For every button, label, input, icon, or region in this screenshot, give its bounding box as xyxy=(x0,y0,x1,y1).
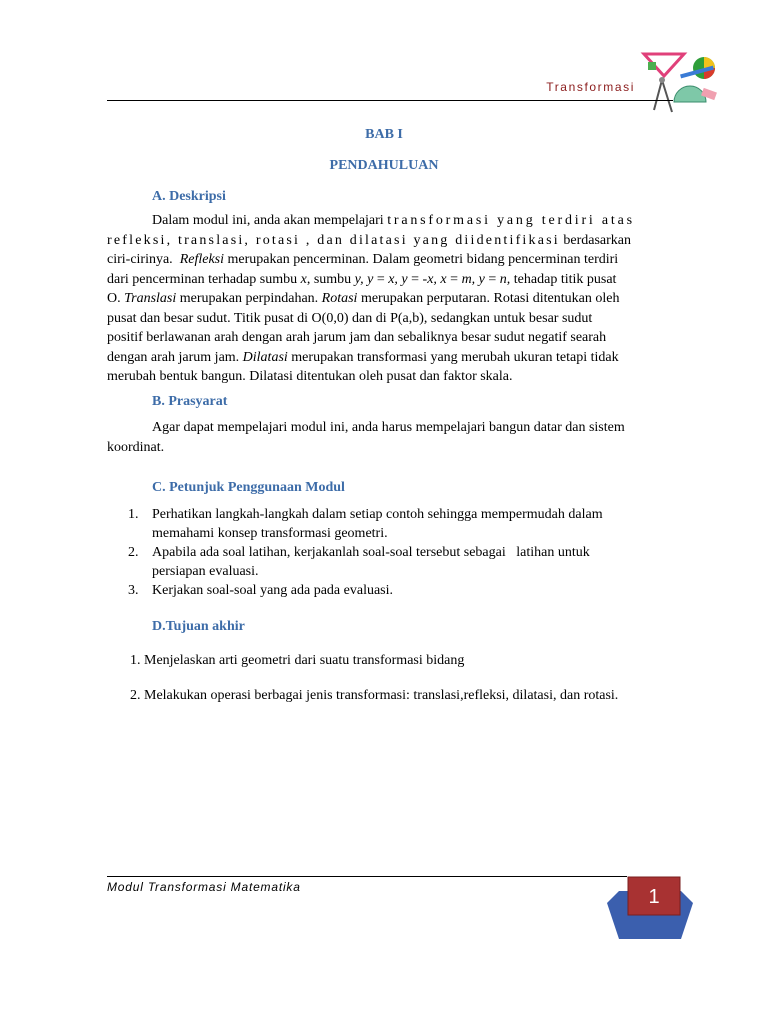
math-var: y, y xyxy=(354,271,374,287)
text-run: , sumbu xyxy=(306,271,352,287)
footer-title: Modul Transformasi Matematika xyxy=(107,880,301,894)
text-line: positif berlawanan arah dengan arah jarum jam dan sebaliknya besar sudut negatif searah xyxy=(107,330,607,345)
term-refleksi: Refleksi xyxy=(179,252,224,267)
text-line: koordinat. xyxy=(107,439,165,455)
goal-item: 1. Menjelaskan arti geometri dari suatu transformasi bidang xyxy=(130,653,465,668)
text-run: merupakan perpindahan. xyxy=(179,291,319,306)
chapter-label: BAB I xyxy=(365,127,403,142)
list-item xyxy=(128,543,680,581)
text-run: berdasarkan xyxy=(563,232,632,248)
term-rotasi: Rotasi xyxy=(321,291,358,306)
text-run: merupakan pencerminan. Dalam geometri bidang pencerminan terdiri xyxy=(227,252,619,267)
section-heading-prasyarat: B. Prasyarat xyxy=(152,394,228,409)
text-run: = xyxy=(376,271,385,287)
text-run: tehadap titik pusat xyxy=(513,271,617,287)
text-run: dengan arah jarum jam. xyxy=(107,349,240,365)
math-var: x, x xyxy=(427,271,447,287)
text-run: transformasi yang terdiri atas xyxy=(387,213,635,228)
deskripsi-paragraph xyxy=(107,211,675,387)
section-heading-petunjuk: C. Petunjuk Penggunaan Modul xyxy=(152,480,345,495)
chapter-title: PENDAHULUAN xyxy=(329,158,439,173)
list-number: 1. xyxy=(128,507,139,522)
text-line: Kerjakan soal-soal yang ada pada evaluasi. xyxy=(152,583,394,598)
math-var: m, y xyxy=(461,271,485,287)
text-run: refleksi, translasi, rotasi , dan dilatasi yang diidentifikasi xyxy=(107,232,560,248)
list-number: 2. xyxy=(128,545,139,560)
text-run: Dalam modul ini, anda akan mempelajari xyxy=(152,213,384,228)
text-line: memahami konsep transformasi geometri. xyxy=(152,526,388,541)
petunjuk-list xyxy=(128,505,680,600)
header-divider xyxy=(107,100,673,101)
text-run: merupakan transformasi yang merubah ukuran tetapi tidak xyxy=(291,349,619,365)
math-var: x xyxy=(300,271,307,287)
text-run: dari pencerminan terhadap sumbu xyxy=(107,271,298,287)
list-number: 3. xyxy=(128,583,139,598)
list-item xyxy=(128,581,680,600)
section-heading-tujuan: D.Tujuan akhir xyxy=(152,619,245,634)
math-var: x, y xyxy=(388,271,408,287)
text-line: persiapan evaluasi. xyxy=(152,564,259,579)
section-heading-deskripsi: A. Deskripsi xyxy=(152,189,226,204)
list-item xyxy=(128,505,680,543)
page-number: 1 xyxy=(648,886,660,908)
math-tools-icon xyxy=(640,50,726,116)
text-line: Apabila ada soal latihan, kerjakanlah soal-soal tersebut sebagai latihan untuk xyxy=(152,545,590,560)
text-line: Agar dapat mempelajari modul ini, anda harus mempelajari bangun datar dan sistem xyxy=(152,420,625,435)
footer-divider xyxy=(107,876,627,877)
text-run: ciri-cirinya. xyxy=(107,252,173,267)
text-run: merupakan perputaran. Rotasi ditentukan oleh xyxy=(360,291,620,306)
text-run: O. xyxy=(107,291,121,306)
text-run: = - xyxy=(411,271,428,287)
term-dilatasi: Dilatasi xyxy=(242,349,288,365)
header-title: Transformasi xyxy=(546,80,635,94)
prasyarat-paragraph xyxy=(107,418,675,457)
text-line: merubah bentuk bangun. Dilatasi ditentukan oleh pusat dan faktor skala. xyxy=(107,369,513,384)
text-run: = xyxy=(488,271,497,287)
term-translasi: Translasi xyxy=(124,291,177,306)
math-var: n, xyxy=(499,271,511,287)
text-run: = xyxy=(450,271,459,287)
text-line: pusat dan besar sudut. Titik pusat di O(0,0) dan di P(a,b), sedangkan untuk besar sudut xyxy=(107,310,593,326)
text-line: Perhatikan langkah-langkah dalam setiap contoh sehingga mempermudah dalam xyxy=(152,507,603,522)
goal-item: 2. Melakukan operasi berbagai jenis transformasi: translasi,refleksi, dilatasi, dan rotasi. xyxy=(130,688,619,703)
